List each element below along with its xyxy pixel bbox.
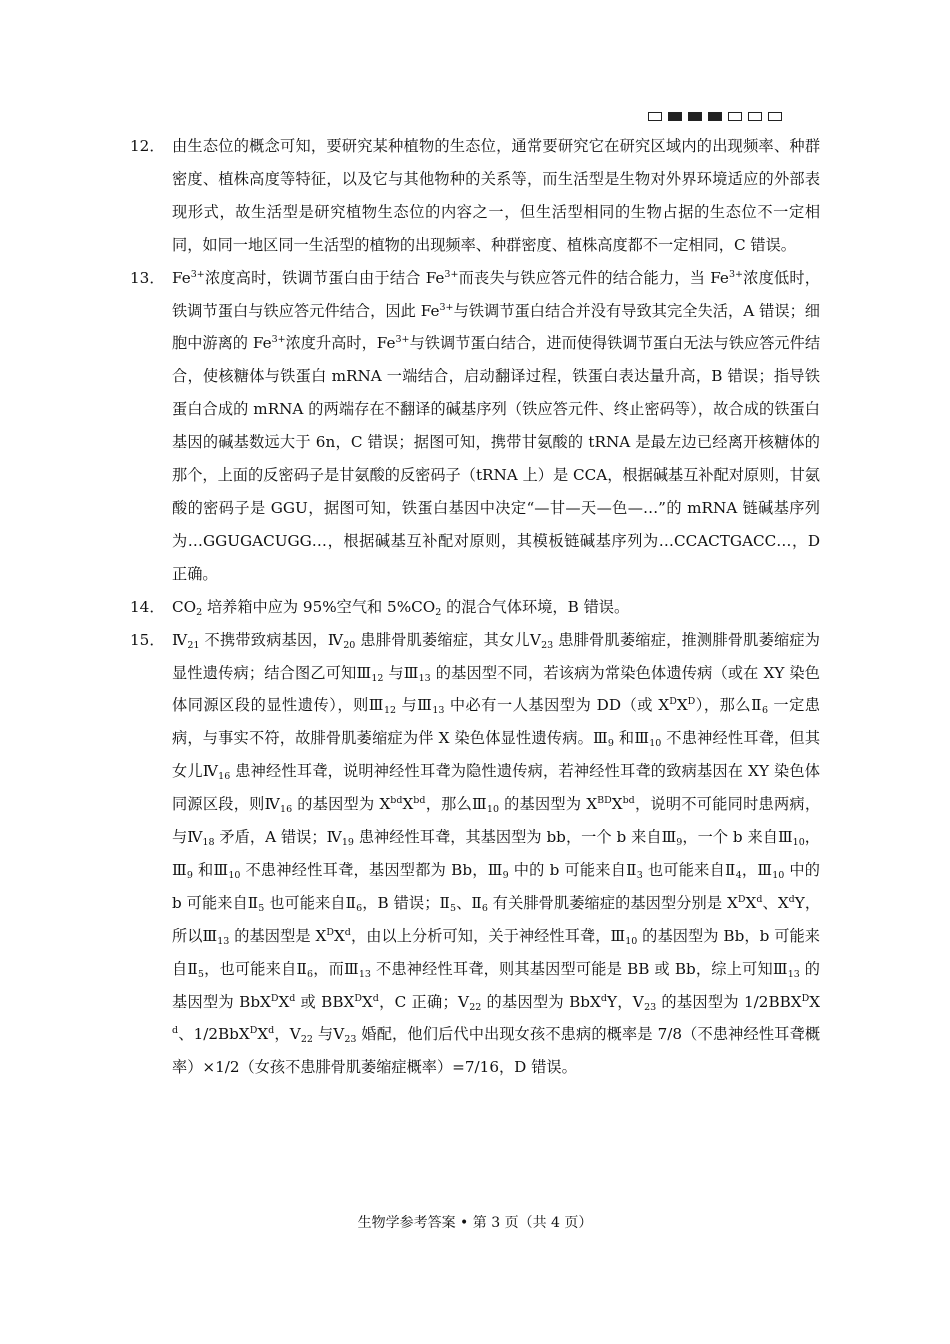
answer-item-13 bbox=[130, 262, 820, 591]
answer-number: 15． bbox=[130, 630, 165, 649]
answer-number: 12． bbox=[130, 137, 165, 155]
page-mark-6 bbox=[748, 112, 762, 121]
answer-number: 14． bbox=[130, 597, 165, 616]
answer-text: $Fe^{3+}$浓度高时，铁调节蛋白由于结合 $Fe^{3+}$而丧失与铁应答元件的结合能力，当 $Fe^{3+}$浓度低时，铁调节蛋白与铁应答元件结合，因此 $Fe^{3+}$与铁调节蛋白结合并没有导致其完全失活，A 错误；细胞中游离的 $Fe^{3+}$浓度升高时，$Fe^{3+}$与铁调节蛋白结合，进而使得铁调节蛋白无法与铁应答元件结合，使核糖体与铁蛋白 mRNA 一端结合，启动翻译过程，铁蛋白表达量升高，B 错误；指导铁蛋白合成的 mRNA 的两端存在不翻译的碱基序列（铁应答元件、终止密码等），故合成的铁蛋白基因的碱基数远大于 6n，C 错误；据图可知，携带甘氨酸的 tRNA 是最左边已经离开核糖体的那个，上面的反密码子是甘氨酸的反密码子（tRNA 上）是 CCA，根据碱基互补配对原则，甘氨酸的密码子是 GGU，据图可知，铁蛋白基因中决定“—甘—天—色—…”的 mRNA 链碱基序列为…GGUGACUGG…，根据碱基互补配对原则，其模板链碱基序列为…CCACTGACC…，D 正确。 bbox=[172, 268, 821, 583]
answer-text: $Ⅳ_{21}$ 不携带致病基因，$Ⅳ_{20}$ 患腓骨肌萎缩症，其女儿$Ⅴ_{23}$ 患腓骨肌萎缩症，推测腓骨肌萎缩症为显性遗传病；结合图乙可知$Ⅲ_{12}$ 与$Ⅲ_{13}$ 的基因型不同，若该病为常染色体遗传病（或在 XY 染色体同源区段的显性遗传），则$Ⅲ_{12}$ 与$Ⅲ_{13}$ 中必有一人基因型为 DD（或 $X^DX^D$），那么$Ⅱ_6$ 一定患病，与事实不符，故腓骨肌萎缩症为伴 X 染色体显性遗传病。$Ⅲ_9$ 和$Ⅲ_{10}$ 不患神经性耳聋，但其女儿$Ⅳ_{16}$ 患神经性耳聋，说明神经性耳聋为隐性遗传病，若神经性耳聋的致病基因在 XY 染色体同源区段，则$Ⅳ_{16}$ 的基因型为 $X^{bd}X^{bd}$，那么$Ⅲ_{10}$ 的基因型为 $X^{BD}X^{bd}$，说明不可能同时患两病，与$Ⅳ_{18}$ 矛盾，A 错误；$Ⅳ_{19}$ 患神经性耳聋，其基因型为 bb，一个 b 来自$Ⅲ_9$，一个 b 来自$Ⅲ_{10}$，$Ⅲ_9$ 和$Ⅲ_{10}$ 不患神经性耳聋，基因型都为 Bb，$Ⅲ_9$ 中的 b 可能来自$Ⅱ_3$ 也可能来自$Ⅱ_4$，$Ⅲ_{10}$ 中的 b 可能来自$Ⅱ_5$ 也可能来自$Ⅱ_6$，B 错误；$Ⅱ_5$、$Ⅱ_6$ 有关腓骨肌萎缩症的基因型分别是 $X^DX^d$、$X^dY$，所以$Ⅲ_{13}$ 的基因型是 $X^DX^d$，由以上分析可知，关于神经性耳聋，$Ⅲ_{10}$ 的基因型为 Bb，b 可能来自$Ⅱ_5$，也可能来自$Ⅱ_6$，而$Ⅲ_{13}$ 不患神经性耳聋，则其基因型可能是 BB 或 Bb，综上可知$Ⅲ_{13}$ 的基因型为 $BbX^DX^d$ 或 $BBX^DX^d$，C 正确；$Ⅴ_{22}$ 的基因型为 BbX$^d$Y，$Ⅴ_{23}$ 的基因型为 $1/2BBX^DX^d$、$1/2BbX^DX^d$，$Ⅴ_{22}$ 与$Ⅴ_{23}$ 婚配，他们后代中出现女孩不患病的概率是 7/8（不患神经性耳聋概率）×1/2（女孩不患腓骨肌萎缩症概率）=7/16，D 错误。 bbox=[172, 630, 821, 1077]
answer-item-14 bbox=[130, 591, 820, 624]
answer-list bbox=[130, 130, 820, 1084]
page-mark-2 bbox=[668, 112, 682, 121]
answer-item-12 bbox=[130, 130, 820, 262]
page-mark-3 bbox=[688, 112, 702, 121]
page-mark-5 bbox=[728, 112, 742, 121]
page-footer: 生物学参考答案 • 第 3 页（共 4 页） bbox=[357, 1215, 593, 1231]
answer-text: $CO_2$ 培养箱中应为 95%空气和 $5\%CO_2$ 的混合气体环境，B 错误。 bbox=[172, 597, 630, 618]
page-mark-1 bbox=[648, 112, 662, 121]
answer-item-15 bbox=[130, 624, 820, 1085]
answer-number: 13． bbox=[130, 268, 165, 287]
answer-text: 由生态位的概念可知，要研究某种植物的生态位，通常要研究它在研究区域内的出现频率、种群密度、植株高度等特征，以及它与其他物种的关系等，而生活型是生物对外界环境适应的外部表现形式，故生活型是研究植物生态位的内容之一，但生活型相同的生物占据的生态位不一定相同，如同一地区同一生活型的植物的出现频率、种群密度、植株高度都不一定相同，C 错误。 bbox=[172, 137, 820, 254]
page-mark-7 bbox=[768, 112, 782, 121]
page-mark-4 bbox=[708, 112, 722, 121]
page-indicator bbox=[648, 112, 782, 121]
